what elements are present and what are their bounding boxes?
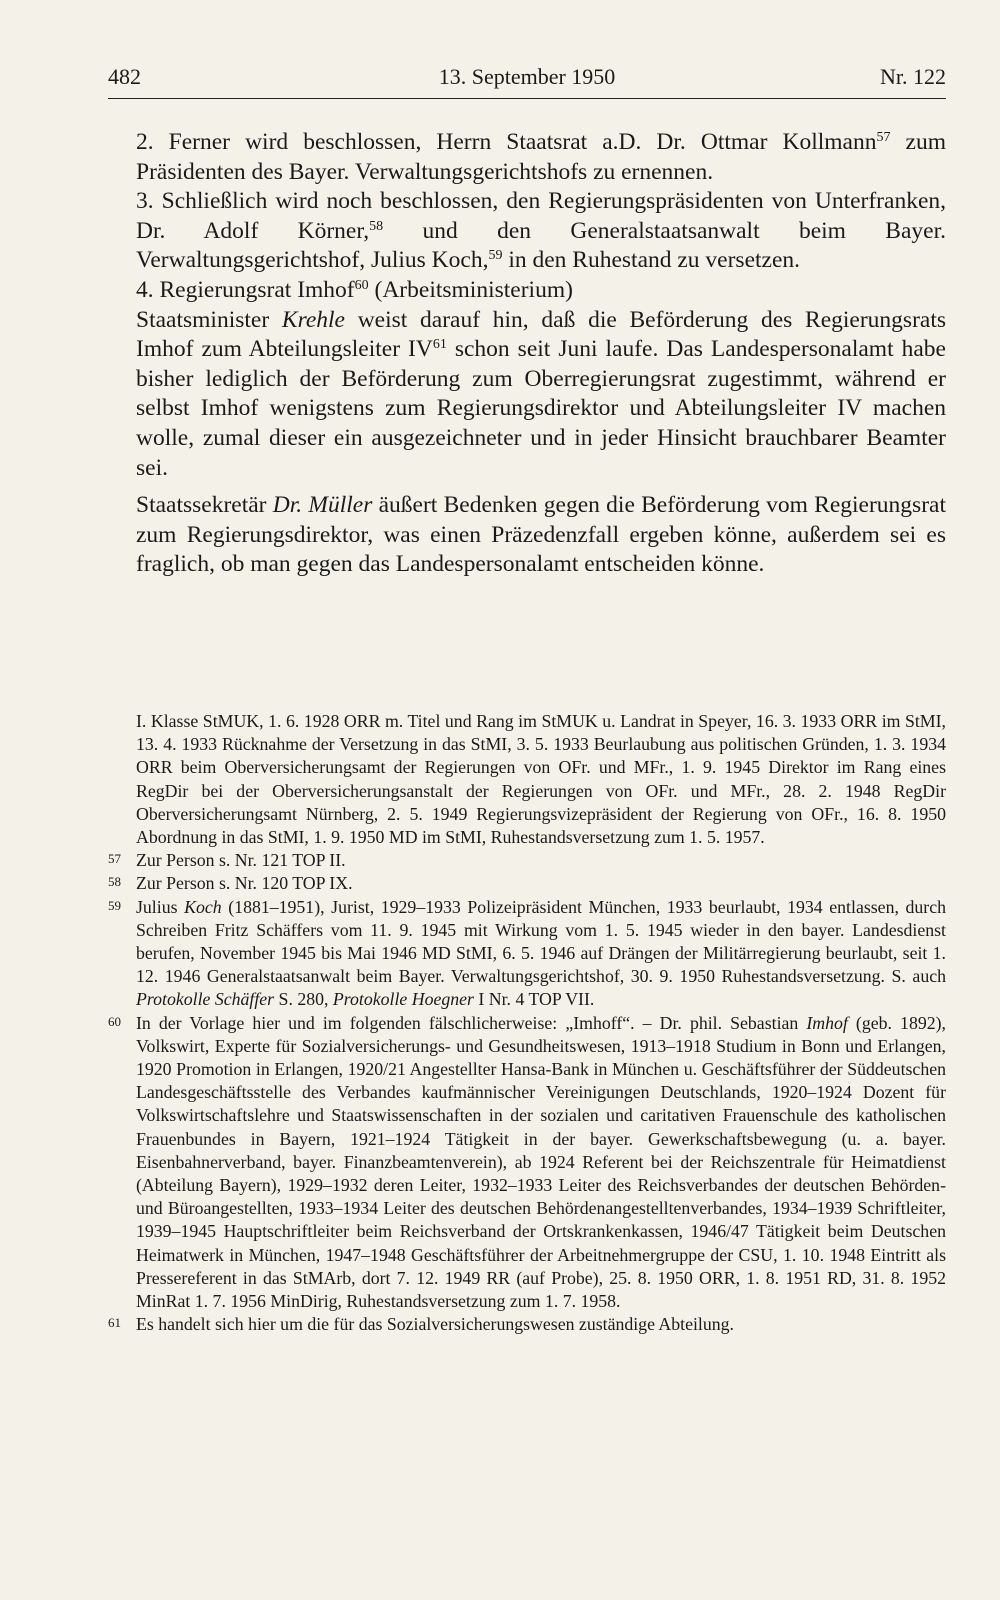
text-run: (1881–1951), Jurist, 1929–1933 Polizeipräsident München, 1933 beurlaubt, 1934 entlassen, durch Schreiben Fritz Schäffers vom 11. 9. 1945 mit Wirkung vom 1. 5. 1945 wieder in den bayer. Landesdienst berufen, November 1945 bis Mai 1946 MD StMI, 6. 5. 1946 auf Drängen der Militärregierung beurlaubt, seit 1. 12. 1946 Generalstaatsanwalt beim Bayer. Verwaltungsgerichtshof, 30. 9. 1950 Ruhestandsversetzung. S. auch bbox=[136, 896, 946, 987]
footnote-ref-59: 59 bbox=[488, 248, 503, 264]
page-number: 482 bbox=[108, 64, 141, 89]
footnote-57 bbox=[108, 849, 946, 872]
running-header bbox=[108, 56, 946, 96]
text-run: Staatssekretär bbox=[136, 492, 273, 519]
text-run: 4. Regierungsrat Imhof bbox=[136, 276, 355, 303]
text-run: weist darauf hin, daß die Beförderung des Regierungsrats Imhof zum Abteilungsleiter IV bbox=[136, 306, 947, 363]
speaker-name: Dr. Müller bbox=[272, 492, 373, 519]
footnote-text: Es handelt sich hier um die für das Sozialversicherungswesen zuständige Abteilung. bbox=[136, 1314, 734, 1335]
footnote-text: Zur Person s. Nr. 121 TOP II. bbox=[136, 850, 346, 871]
footnote-continuation: I. Klasse StMUK, 1. 6. 1928 ORR m. Titel und Rang im StMUK u. Landrat in Speyer, 16. 3. 1933 ORR im StMI, 13. 4. 1933 Rücknahme der Versetzung in das StMI, 3. 5. 1933 Beurlaubung aus politischen Gründen, 1. 3. 1934 ORR beim Oberversicherungsamt der Regierungen von OFr. und MFr., 1. 9. 1945 Direktor im Rang eines RegDir bei der Oberversicherungsanstalt der Regierungen von OFr. und MFr., 28. 2. 1948 RegDir Oberversicherungsamt Nürnberg, 2. 5. 1949 Regierungsvizepräsident der Regierung von OFr., 16. 8. 1950 Abordnung in das StMI, 1. 9. 1950 MD im StMI, Ruhestandsversetzung zum 1. 5. 1957. bbox=[136, 711, 946, 848]
footnote-ref-61: 61 bbox=[432, 337, 447, 353]
footnote-ref-57: 57 bbox=[876, 130, 891, 145]
header-date: 13. September 1950 bbox=[438, 64, 616, 89]
footnote-text: Zur Person s. Nr. 120 TOP IX. bbox=[136, 873, 353, 894]
person-name: Koch bbox=[184, 896, 222, 917]
text-run: zum Präsidenten des Bayer. Verwaltungsgerichtshofs zu ernennen. bbox=[136, 129, 947, 185]
text-run: äußert Bedenken gegen die Beförderung vom Regierungsrat zum Regierungsdirektor, was einen Präzedenzfall ergeben könne, außerdem sei es fraglich, ob man gegen das Landespersonalamt entscheiden könne. bbox=[136, 492, 946, 578]
source-reference: Protokolle Schäffer bbox=[136, 989, 275, 1010]
person-name: Imhof bbox=[806, 1012, 848, 1033]
header-rule bbox=[108, 98, 946, 99]
paragraph-ruhestand bbox=[136, 187, 946, 276]
text-run: (Arbeitsministerium) bbox=[368, 276, 573, 303]
paragraph-krehle bbox=[136, 306, 946, 484]
text-run: schon seit Juni laufe. Das Landespersonalamt habe bisher lediglich der Beförderung zum Oberregierungsrat zugestimmt, während er selbst Imhof wenigstens zum Regierungsdirektor und Abteilungsleiter IV machen wolle, zumal dieser ein ausgezeichneter und in jeder Hinsicht brauchbarer Beamter sei. bbox=[136, 336, 946, 481]
footnote-number: 60 bbox=[108, 1013, 121, 1029]
footnote-number: 59 bbox=[108, 897, 121, 913]
issue-number: Nr. 122 bbox=[880, 64, 946, 89]
source-reference: Protokolle Hoegner bbox=[332, 989, 474, 1010]
main-text bbox=[136, 128, 946, 580]
footnote-60 bbox=[108, 1012, 946, 1314]
footnote-ref-60: 60 bbox=[354, 277, 369, 293]
footnote-ref-58: 58 bbox=[369, 218, 384, 234]
text-run: S. 280, bbox=[274, 989, 333, 1010]
text-run: 2. Ferner wird beschlossen, Herrn Staatsrat a.D. Dr. Ottmar Kollmann bbox=[136, 129, 877, 155]
text-run: und den Generalstaatsanwalt beim Bayer. Verwaltungsgerichtshof, Julius Koch, bbox=[136, 217, 946, 274]
text-run: Staatsminister bbox=[136, 306, 282, 333]
footnote-number: 61 bbox=[108, 1315, 121, 1331]
text-run: (geb. 1892), Volkswirt, Experte für Sozialversicherungs- und Gesundheitswesen, 1913–1918 Studium in Bonn und Erlangen, 1920 Promotion in Erlangen, 1920/21 Angestellter Hansa-Bank in München u. Geschäftsführer der Süddeutschen Landesgeschäftsstelle des Verbandes kaufmännischer Vereinigungen Deutschlands, 1920–1924 Dozent für Volkswirtschaftslehre und Staatswissenschaften in der sozialen und caritativen Frauenschule des katholischen Frauenbundes in Bayern, 1921–1924 Tätigkeit in der bayer. Gewerkschaftsbewegung (u. a. bayer. Eisenbahnerverband, bayer. Finanzbeamtenverein), ab 1924 Referent bei der Reichszentrale für Heimatdienst (Abteilung Bayern), 1929–1932 deren Leiter, 1932–1933 Leiter des Reichsverbandes der deutschen Behörden- und Büroangestellten, 1933–1934 Leiter des deutschen Behördenangestelltenverbandes, 1934–1939 Schriftleiter, 1939–1945 Hauptschriftleiter beim Reichsverband der Ortskrankenkassen, 1946/47 Tätigkeit beim Deutschen Heimatwerk in München, 1947–1948 Geschäftsführer der Arbeitnehmergruppe der CSU, 1. 10. 1948 Eintritt als Pressereferent in das StMArb, dort 7. 12. 1949 RR (auf Probe), 25. 8. 1950 ORR, 1. 8. 1951 RD, 31. 8. 1952 MinRat 1. 7. 1956 MinDirig, Ruhestandsversetzung zum 1. 7. 1958. bbox=[136, 1012, 946, 1312]
text-run: I Nr. 4 TOP VII. bbox=[473, 989, 595, 1010]
footnote-number: 58 bbox=[108, 874, 121, 890]
footnote-59 bbox=[108, 896, 946, 1012]
text-run: In der Vorlage hier und im folgenden fälschlicherweise: „Imhoff“. – Dr. phil. Sebastian bbox=[136, 1012, 807, 1033]
footnotes bbox=[108, 710, 946, 1336]
footnote-61 bbox=[108, 1313, 946, 1336]
paragraph-mueller bbox=[136, 491, 946, 580]
paragraph-imhof-heading bbox=[136, 276, 946, 306]
footnote-number: 57 bbox=[108, 851, 121, 867]
paragraph-kollmann bbox=[136, 128, 946, 187]
text-run: Julius bbox=[136, 896, 185, 917]
footnote-58 bbox=[108, 872, 946, 895]
speaker-name: Krehle bbox=[281, 306, 345, 333]
text-run: in den Ruhestand zu versetzen. bbox=[502, 247, 801, 274]
text-run: 3. Schließlich wird noch beschlossen, den Regierungspräsidenten von Unterfranken, Dr. Adolf Körner, bbox=[136, 188, 946, 244]
